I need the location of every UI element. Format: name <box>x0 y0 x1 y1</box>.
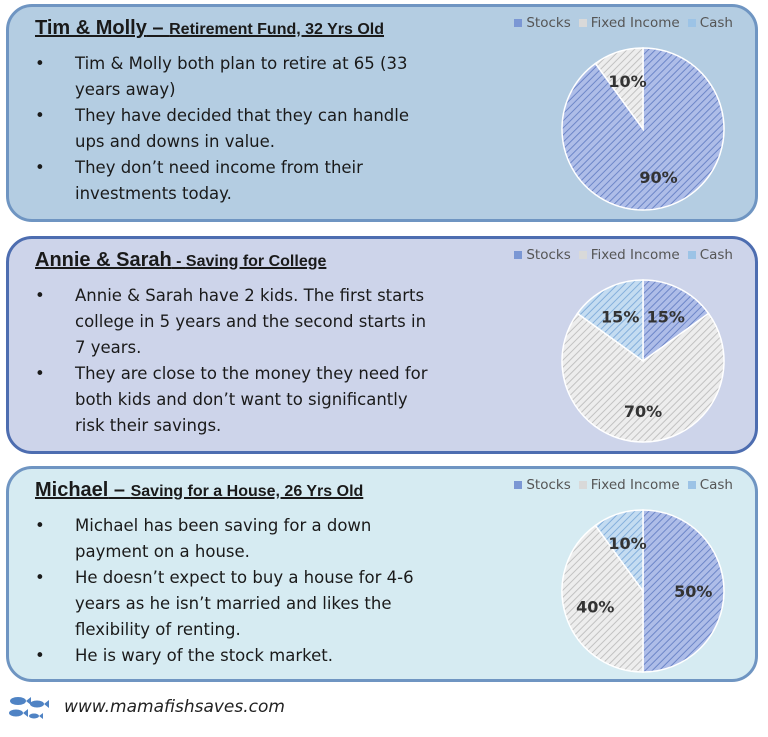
legend-swatch <box>514 19 522 27</box>
bullet-item: • They are close to the money they need for both kids and don’t want to significantly risk their savings. <box>31 361 431 439</box>
panel-annie-sarah <box>6 236 758 454</box>
bullet-item: • He is wary of the stock market. <box>31 643 431 669</box>
legend-swatch <box>688 481 696 489</box>
bullet-item: • Tim & Molly both plan to retire at 65 (33 years away) <box>31 51 431 103</box>
panel-michael <box>6 466 758 682</box>
pie-label-stocks: 50% <box>674 582 713 601</box>
legend-item-stocks <box>514 247 570 263</box>
panel-title-separator: – <box>146 17 170 39</box>
legend-item-stocks <box>514 477 570 493</box>
panel-title-separator: - <box>171 253 186 270</box>
panel-title <box>35 479 363 502</box>
legend-item-cash <box>688 247 733 263</box>
pie-label-fixed-income: 10% <box>608 72 647 92</box>
panel-title-main: Michael <box>35 479 109 501</box>
legend-swatch <box>514 251 522 259</box>
legend-label: Stocks <box>526 15 571 31</box>
legend-label: Cash <box>699 247 733 263</box>
legend-label: Stocks <box>526 477 571 493</box>
bullet-item: • Michael has been saving for a down payment on a house. <box>31 513 431 565</box>
panel-title-main: Annie & Sarah <box>35 249 172 271</box>
legend-swatch <box>514 481 522 489</box>
panel-title-main: Tim & Molly <box>35 17 147 39</box>
bullet-item: • They have decided that they can handle ups and downs in value. <box>31 103 431 155</box>
chart-legend <box>514 477 733 493</box>
legend-item-fixed-income <box>579 247 680 263</box>
legend-item-fixed-income <box>579 477 680 493</box>
bullet-list <box>31 283 431 439</box>
pie-label-fixed-income: 40% <box>576 597 615 617</box>
legend-swatch <box>579 19 587 27</box>
pie-label-stocks: 15% <box>646 307 685 327</box>
panel-title-sub: Saving for a House, 26 Yrs Old <box>130 483 364 500</box>
bullet-list <box>31 513 431 669</box>
pie-chart-college <box>519 269 729 451</box>
legend-label: Fixed Income <box>590 15 680 31</box>
pie-label-stocks: 90% <box>639 167 678 187</box>
legend-item-fixed-income <box>579 15 680 31</box>
panel-title-sub: Saving for College <box>185 253 327 270</box>
chart-legend <box>514 15 733 31</box>
legend-label: Cash <box>699 477 733 493</box>
panel-title <box>35 17 384 40</box>
bullet-list <box>31 51 431 207</box>
legend-item-stocks <box>514 15 570 31</box>
panel-title-separator: – <box>108 479 131 501</box>
chart-legend <box>514 247 733 263</box>
fish-icon <box>4 692 54 722</box>
pie-chart-house <box>519 499 729 681</box>
legend-item-cash <box>688 15 733 31</box>
legend-label: Stocks <box>526 247 571 263</box>
legend-swatch <box>579 481 587 489</box>
site-url[interactable]: www.mamafishsaves.com <box>64 697 285 717</box>
pie-label-cash: 10% <box>608 534 647 554</box>
bullet-item: • Annie & Sarah have 2 kids. The first starts college in 5 years and the second starts in 7 years. <box>31 283 431 361</box>
legend-label: Fixed Income <box>590 247 680 263</box>
legend-item-cash <box>688 477 733 493</box>
panel-title <box>35 249 326 272</box>
legend-label: Cash <box>699 15 733 31</box>
legend-swatch <box>688 251 696 259</box>
bullet-item: • They don’t need income from their investments today. <box>31 155 431 207</box>
bullet-item: • He doesn’t expect to buy a house for 4-6 years as he isn’t married and likes the flexibility of renting. <box>31 565 431 643</box>
footer <box>4 690 364 730</box>
legend-label: Fixed Income <box>590 477 680 493</box>
pie-label-fixed-income: 70% <box>623 402 663 422</box>
panel-tim-molly <box>6 4 758 222</box>
legend-swatch <box>688 19 696 27</box>
panel-title-sub: Retirement Fund, 32 Yrs Old <box>169 21 384 38</box>
legend-swatch <box>579 251 587 259</box>
pie-chart-retirement <box>519 37 729 219</box>
pie-label-cash: 15% <box>601 307 640 327</box>
